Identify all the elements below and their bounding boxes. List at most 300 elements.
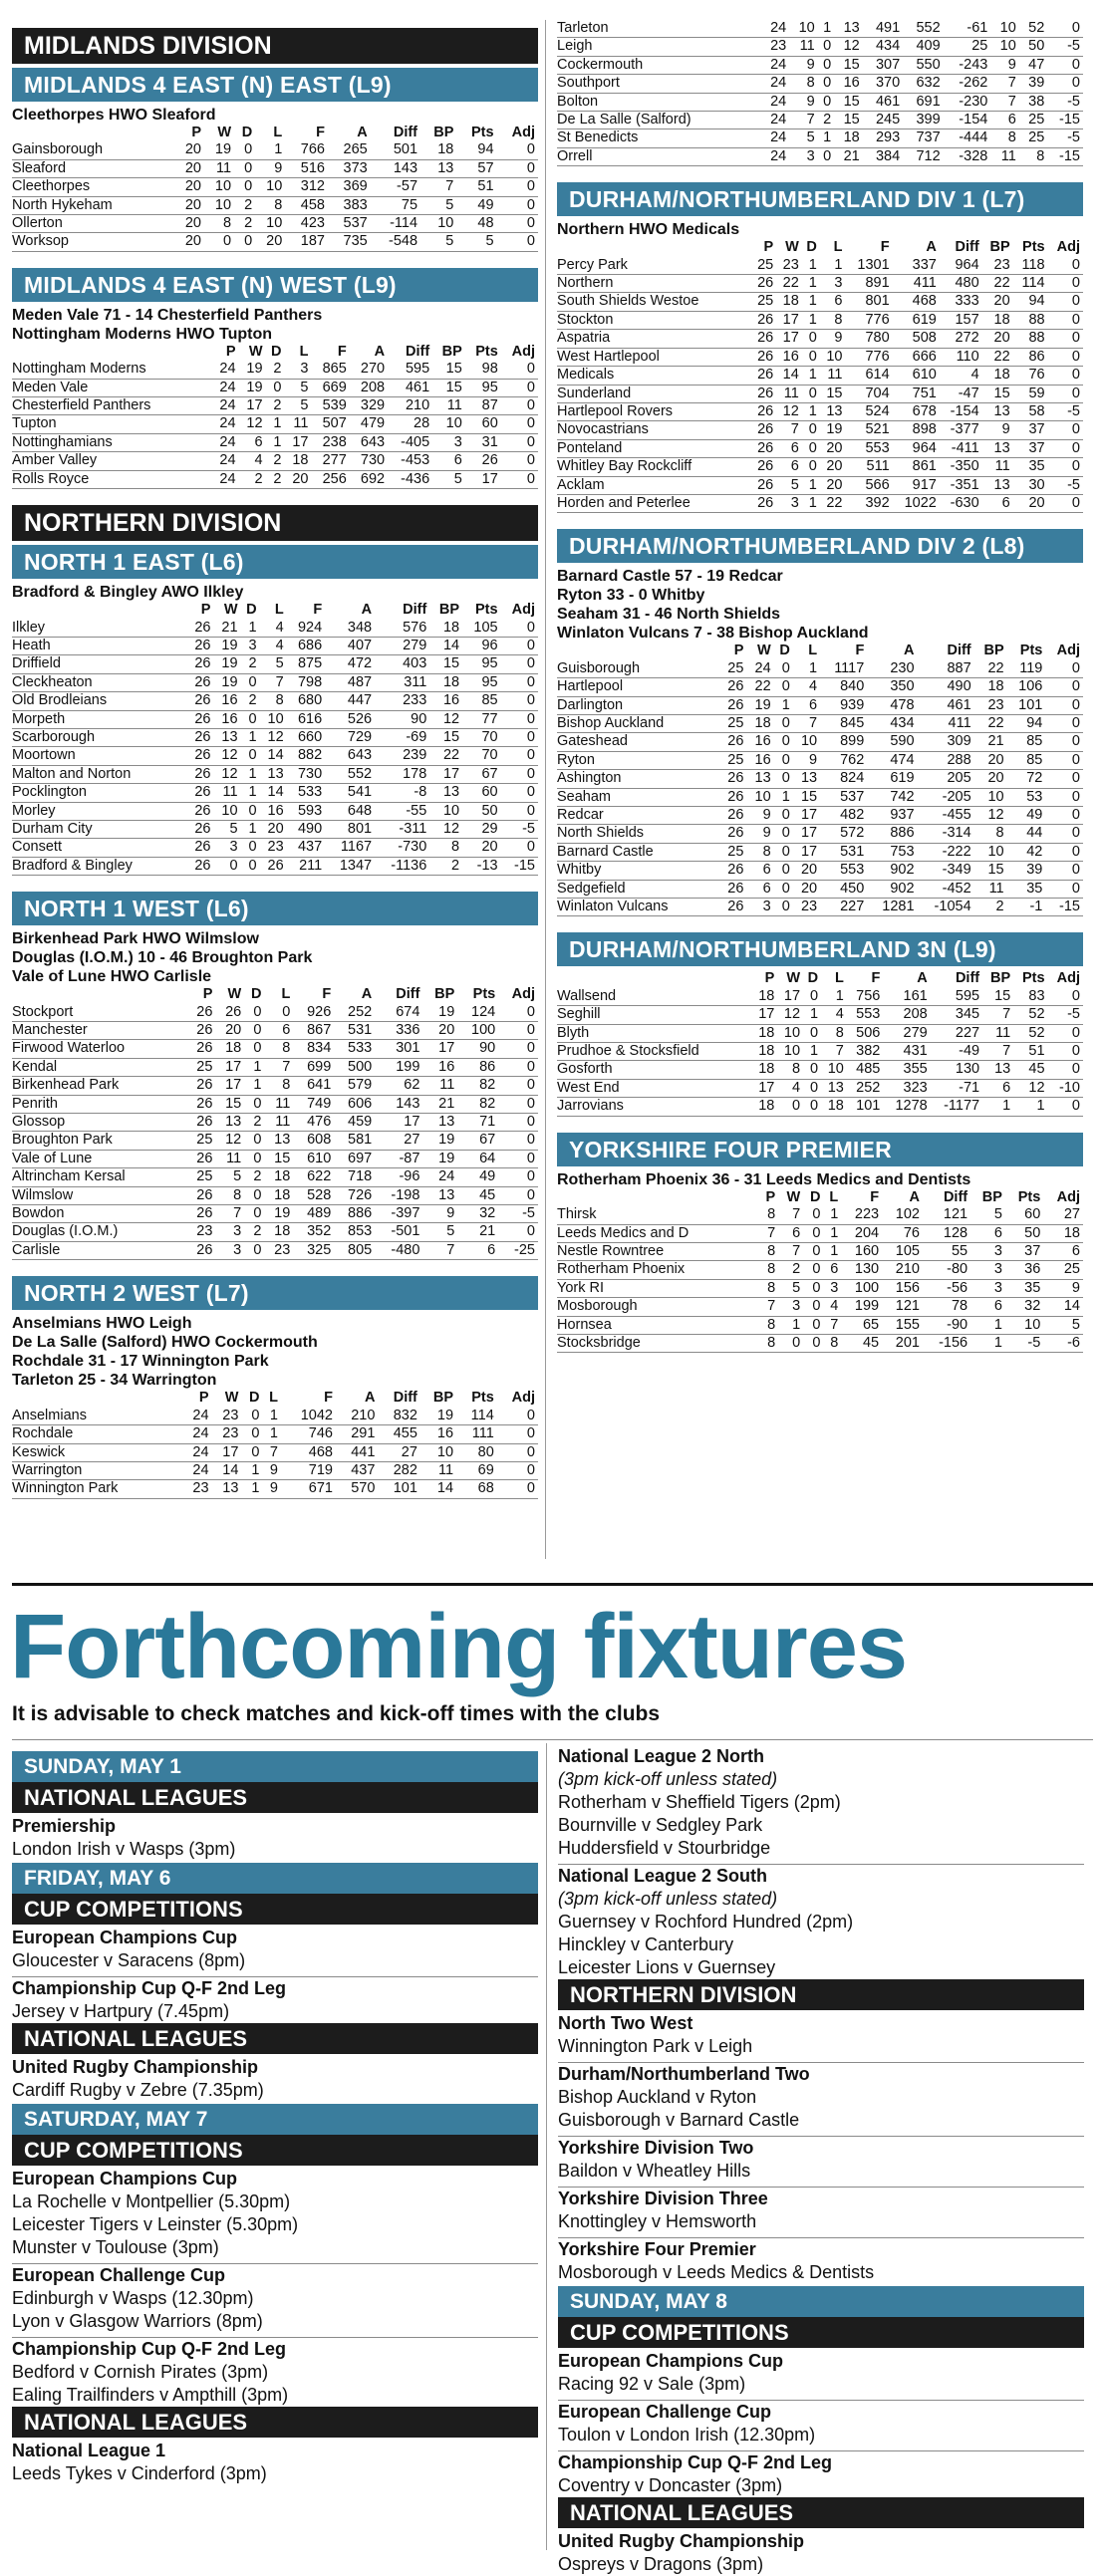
stat-cell: 12 <box>1013 1079 1047 1097</box>
stat-cell: 0 <box>774 807 793 825</box>
column-header: L <box>808 643 818 659</box>
stat-cell: 18 <box>429 673 462 691</box>
stat-cell: 1 <box>266 415 285 433</box>
stat-cell: 0 <box>1048 275 1083 293</box>
stat-cell: 85 <box>1007 751 1046 769</box>
stat-cell: 272 <box>940 330 982 348</box>
stat-cell: 25 <box>751 257 777 275</box>
stat-cell: 26 <box>719 788 746 806</box>
stat-cell: 0 <box>803 1316 823 1334</box>
table-row <box>12 233 538 251</box>
stat-cell: 19 <box>204 141 234 159</box>
stat-cell: 11 <box>982 458 1013 476</box>
stat-cell: 3 <box>970 1279 1005 1297</box>
team-name: York RI <box>557 1279 759 1297</box>
column-header: P <box>200 602 211 619</box>
stat-cell: 26 <box>186 673 213 691</box>
stat-cell: 0 <box>498 1223 538 1241</box>
stat-cell: 49 <box>456 196 496 214</box>
fixture-item: Leeds Tykes v Cinderford (3pm) <box>12 2463 267 2483</box>
stat-cell: 24 <box>182 1425 212 1443</box>
stat-cell: 18 <box>265 1186 294 1204</box>
team-name: Stockton <box>557 311 751 329</box>
stat-cell: 32 <box>1005 1298 1043 1316</box>
stat-cell: 6 <box>1043 1242 1083 1260</box>
league-block <box>557 20 1083 166</box>
stat-cell: 610 <box>293 1150 334 1167</box>
stat-cell: 30 <box>1013 476 1048 494</box>
table-row <box>12 1058 538 1076</box>
table-row <box>557 257 1083 275</box>
stat-cell: 26 <box>751 458 777 476</box>
stat-cell: 23 <box>761 38 789 56</box>
stat-cell: 16 <box>746 751 773 769</box>
stat-cell: 18 <box>982 311 1013 329</box>
stat-cell: 9 <box>990 56 1018 74</box>
table-row <box>12 1095 538 1113</box>
stat-cell: 10 <box>777 1024 803 1042</box>
stat-cell: 461 <box>918 696 974 714</box>
stat-cell: 2 <box>266 397 285 415</box>
stat-cell: 58 <box>1013 402 1048 420</box>
stat-cell: 24 <box>761 20 789 38</box>
stat-cell: 632 <box>903 75 943 93</box>
stat-cell: 2 <box>974 899 1007 916</box>
result-line: Meden Vale 71 - 14 Chesterfield Panthers <box>12 306 323 324</box>
column-header <box>557 970 752 987</box>
stat-cell: 595 <box>388 361 432 379</box>
column-header: D <box>241 125 253 140</box>
stat-cell: 26 <box>186 692 213 710</box>
stat-cell: 487 <box>325 673 375 691</box>
stat-cell: 88 <box>1013 311 1048 329</box>
column-header: Adj <box>1056 970 1080 987</box>
stat-cell: 0 <box>234 159 255 177</box>
stat-cell: 511 <box>845 458 892 476</box>
stat-cell: 3 <box>778 1298 803 1316</box>
stat-cell: 1 <box>802 257 820 275</box>
result-line: Seaham 31 - 46 North Shields <box>557 606 781 624</box>
stat-cell: 0 <box>501 765 538 783</box>
stat-cell: 6 <box>776 458 802 476</box>
stat-cell: 16 <box>422 1058 457 1076</box>
team-name: Tupton <box>12 415 212 433</box>
league-title: NORTH 2 WEST (L7) <box>12 1276 538 1310</box>
stat-cell: 0 <box>1048 367 1083 385</box>
stat-cell: 348 <box>325 620 375 638</box>
stat-cell: 0 <box>1045 807 1083 825</box>
stat-cell: 83 <box>1013 988 1047 1006</box>
table-header-row <box>557 239 1083 256</box>
stat-cell: 461 <box>863 93 903 111</box>
team-name: Wallsend <box>557 988 752 1006</box>
stat-cell: 11 <box>285 415 312 433</box>
stat-cell: 24 <box>422 1168 457 1186</box>
stat-cell: 20 <box>793 880 820 898</box>
league-title: MIDLANDS 4 EAST (N) WEST (L9) <box>12 268 538 302</box>
column-header: P <box>198 1390 209 1407</box>
stat-cell: 13 <box>265 1132 294 1150</box>
column-header: F <box>337 343 347 360</box>
column-header: A <box>909 1188 920 1205</box>
stat-cell: 7 <box>821 1043 847 1061</box>
team-name: Leigh <box>557 38 761 56</box>
stat-cell: 10 <box>990 20 1018 38</box>
stat-cell: 11 <box>204 159 234 177</box>
column-header: BP <box>438 602 460 619</box>
table-row <box>557 1316 1083 1334</box>
table-row <box>12 839 538 857</box>
table-row <box>557 880 1083 898</box>
stat-cell: 0 <box>1048 421 1083 439</box>
stat-cell: 59 <box>1013 385 1048 402</box>
stat-cell: -1 <box>1007 899 1046 916</box>
stat-cell: 0 <box>1045 862 1083 880</box>
stat-cell: 329 <box>350 397 388 415</box>
column-header: F <box>313 602 323 619</box>
stat-cell: 350 <box>867 678 917 696</box>
table-row <box>12 692 538 710</box>
stat-cell: 407 <box>325 637 375 654</box>
stat-cell: 832 <box>378 1408 419 1425</box>
stat-cell: 434 <box>863 38 903 56</box>
result-line: Vale of Lune HWO Carlisle <box>12 968 212 986</box>
stat-cell: 648 <box>325 802 375 820</box>
fixture-item: Toulon v London Irish (12.30pm) <box>558 2425 816 2445</box>
competition-name: European Champions Cup <box>12 1928 238 1947</box>
fixtures-advice: It is advisable to check matches and kick-off times with the clubs <box>12 1702 661 1725</box>
stat-cell: 36 <box>1005 1261 1043 1279</box>
stat-cell: 17 <box>776 311 802 329</box>
stat-cell: 5 <box>456 233 496 251</box>
stat-cell: 0 <box>774 825 793 843</box>
stat-cell: -55 <box>375 802 429 820</box>
stat-cell: 24 <box>182 1443 212 1461</box>
stat-cell: 15 <box>429 655 462 673</box>
stat-cell: 0 <box>1045 660 1083 678</box>
column-header: D <box>246 602 257 619</box>
stat-cell: 455 <box>378 1425 419 1443</box>
stat-cell: 18 <box>752 1024 778 1042</box>
stat-cell: -243 <box>944 56 991 74</box>
result-line: Bradford & Bingley AWO Ilkley <box>12 584 244 602</box>
stat-cell: 865 <box>311 361 349 379</box>
stat-cell: 20 <box>462 839 501 857</box>
column-header: P <box>191 125 201 140</box>
stat-cell: 2 <box>429 857 462 875</box>
table-row <box>12 415 538 433</box>
stat-cell: 5 <box>422 1223 457 1241</box>
stat-cell: 0 <box>1045 714 1083 732</box>
competition-name: National League 2 South <box>558 1864 1084 1888</box>
stat-cell: 0 <box>497 178 538 196</box>
stat-cell: 12 <box>777 1006 803 1024</box>
result-line: Ryton 33 - 0 Whitby <box>557 587 705 605</box>
team-name: Douglas (I.O.M.) <box>12 1223 187 1241</box>
stat-cell: 0 <box>1045 880 1083 898</box>
stat-cell: 12 <box>429 820 462 838</box>
stat-cell: 51 <box>456 178 496 196</box>
stat-cell: 0 <box>774 751 793 769</box>
team-name: Aspatria <box>557 330 751 348</box>
stat-cell: 0 <box>802 330 820 348</box>
column-header: L <box>273 125 283 140</box>
table-row <box>557 788 1083 806</box>
stat-cell: 2 <box>244 1223 264 1241</box>
stat-cell: 1 <box>802 476 820 494</box>
stat-cell: 8 <box>255 196 285 214</box>
team-name: Durham City <box>12 820 186 838</box>
table-row <box>12 620 538 638</box>
stat-cell: 0 <box>244 1205 264 1223</box>
stat-cell: 845 <box>820 714 867 732</box>
column-header <box>12 602 186 619</box>
team-name: Pocklington <box>12 784 186 802</box>
column-header: A <box>917 970 928 987</box>
stat-cell: 45 <box>457 1186 498 1204</box>
team-name: Gosforth <box>557 1061 752 1079</box>
fixtures-column-left <box>12 1749 538 2485</box>
stat-cell: 1 <box>262 1408 281 1425</box>
column-header: W <box>786 970 801 987</box>
stat-cell: 3 <box>285 361 312 379</box>
column-divider <box>545 20 546 1559</box>
stat-cell: 9 <box>262 1480 281 1498</box>
team-name: Blyth <box>557 1024 752 1042</box>
stat-cell: 26 <box>215 1004 244 1022</box>
stat-cell: 553 <box>820 862 867 880</box>
column-header: L <box>299 343 309 360</box>
fixture-item: Ealing Trailfinders v Ampthill (3pm) <box>12 2385 289 2405</box>
stat-cell: 5 <box>778 1279 803 1297</box>
league-title: YORKSHIRE FOUR PREMIER <box>557 1133 1083 1166</box>
stat-cell: 805 <box>334 1241 375 1259</box>
team-name: Penrith <box>12 1095 187 1113</box>
stat-cell: 6 <box>776 439 802 457</box>
team-name: Amber Valley <box>12 452 212 470</box>
stat-cell: 886 <box>334 1205 375 1223</box>
stat-cell: 737 <box>903 129 943 147</box>
table-row <box>12 1132 538 1150</box>
stat-cell: 369 <box>328 178 371 196</box>
table-header-row <box>557 643 1083 659</box>
table-row <box>557 1061 1083 1079</box>
column-header: BP <box>433 125 454 140</box>
stat-cell: 590 <box>867 733 917 751</box>
stat-cell: 0 <box>802 458 820 476</box>
stat-cell: 16 <box>776 348 802 366</box>
table-row <box>12 1150 538 1167</box>
stat-cell: 18 <box>1043 1224 1083 1242</box>
stat-cell: 21 <box>457 1223 498 1241</box>
stat-cell: 13 <box>821 1079 847 1097</box>
stat-cell: 19 <box>422 1150 457 1167</box>
stat-cell: 641 <box>293 1077 334 1095</box>
stat-cell: 86 <box>457 1058 498 1076</box>
stat-cell: 233 <box>375 692 429 710</box>
stat-cell: 27 <box>375 1132 422 1150</box>
column-header <box>557 643 719 659</box>
team-name: Hartlepool <box>557 678 719 696</box>
team-name: Rochdale <box>12 1425 182 1443</box>
fixture-item: Guernsey v Rochford Hundred (2pm) <box>558 1912 854 1932</box>
league-table <box>12 602 538 876</box>
stat-cell: -87 <box>375 1150 422 1167</box>
stat-cell: 301 <box>375 1040 422 1058</box>
stat-cell: 9 <box>1043 1279 1083 1297</box>
column-header: A <box>374 343 386 360</box>
stat-cell: 352 <box>293 1223 334 1241</box>
column-header: Adj <box>511 343 535 360</box>
team-name: Nottingham Moderns <box>12 361 212 379</box>
stat-cell: 1 <box>823 1206 841 1224</box>
stat-cell: 11 <box>982 1024 1013 1042</box>
fixture-item: Knottingley v Hemsworth <box>558 2211 757 2231</box>
team-name: Northern <box>557 275 751 293</box>
team-name: Sedgefield <box>557 880 719 898</box>
stat-cell: -5 <box>1048 1006 1083 1024</box>
stat-cell: 606 <box>334 1095 375 1113</box>
stat-cell: 0 <box>1045 770 1083 788</box>
stat-cell: 62 <box>375 1077 422 1095</box>
stat-cell: 309 <box>918 733 974 751</box>
stat-cell: 0 <box>498 1114 538 1132</box>
stat-cell: 26 <box>751 476 777 494</box>
stat-cell: 0 <box>803 1024 821 1042</box>
stat-cell: -452 <box>918 880 974 898</box>
stat-cell: 0 <box>244 1004 264 1022</box>
stat-cell: 32 <box>457 1205 498 1223</box>
team-name: Winlaton Vulcans <box>557 899 719 916</box>
stat-cell: 22 <box>974 714 1007 732</box>
league-title: MIDLANDS 4 EAST (N) EAST (L9) <box>12 68 538 102</box>
stat-cell: 18 <box>215 1040 244 1058</box>
stat-cell: -205 <box>918 788 974 806</box>
stat-cell: 0 <box>241 747 260 765</box>
stat-cell: 0 <box>802 348 820 366</box>
stat-cell: 2 <box>244 1114 264 1132</box>
stat-cell: 10 <box>820 348 846 366</box>
stat-cell: 801 <box>845 293 892 311</box>
fixtures-title: Forthcoming fixtures <box>10 1596 908 1697</box>
league-title: NORTH 1 WEST (L6) <box>12 892 538 925</box>
stat-cell: 14 <box>420 1480 456 1498</box>
stat-cell: 0 <box>498 1150 538 1167</box>
stat-cell: -1136 <box>375 857 429 875</box>
team-name: Acklam <box>557 476 751 494</box>
league-block <box>12 892 538 1260</box>
stat-cell: 20 <box>174 233 204 251</box>
stat-cell: 26 <box>187 1150 216 1167</box>
table-row <box>557 1298 1083 1316</box>
table-row <box>557 348 1083 366</box>
column-header: F <box>316 125 325 140</box>
stat-cell: 0 <box>501 415 538 433</box>
stat-cell: 26 <box>186 820 213 838</box>
stat-cell: 118 <box>1013 257 1048 275</box>
stat-cell: 15 <box>834 93 862 111</box>
stat-cell: 0 <box>501 433 538 451</box>
stat-cell: 256 <box>311 470 349 488</box>
stat-cell: 7 <box>265 1058 294 1076</box>
stat-cell: 5 <box>789 129 817 147</box>
stat-cell: 90 <box>375 710 429 728</box>
table-row <box>557 112 1083 129</box>
team-name: Sleaford <box>12 159 174 177</box>
column-header: A <box>357 125 368 140</box>
stat-cell: 1 <box>803 1006 821 1024</box>
stat-cell: 204 <box>841 1224 882 1242</box>
team-name: Prudhoe & Stocksfield <box>557 1043 752 1061</box>
stat-cell: 10 <box>213 802 240 820</box>
table-row <box>12 1022 538 1040</box>
stat-cell: -71 <box>931 1079 982 1097</box>
stat-cell: 26 <box>751 402 777 420</box>
stat-cell: 60 <box>465 415 501 433</box>
stat-cell: 16 <box>213 692 240 710</box>
stat-cell: 0 <box>501 839 538 857</box>
stat-cell: 780 <box>845 330 892 348</box>
stat-cell: 0 <box>244 1132 264 1150</box>
team-name: Ollerton <box>12 215 174 233</box>
stat-cell: 121 <box>882 1298 923 1316</box>
stat-cell: 130 <box>931 1061 982 1079</box>
stat-cell: 19 <box>265 1205 294 1223</box>
team-name: Ryton <box>557 751 719 769</box>
stat-cell: 964 <box>893 439 940 457</box>
stat-cell: 13 <box>746 770 773 788</box>
table-row <box>12 1004 538 1022</box>
result-line: Anselmians HWO Leigh <box>12 1315 192 1333</box>
stat-cell: 333 <box>940 293 982 311</box>
stat-cell: 26 <box>186 765 213 783</box>
stat-cell: 5 <box>776 476 802 494</box>
competition-name: North Two West <box>558 2013 693 2033</box>
stat-cell: 0 <box>777 1098 803 1116</box>
table-row <box>12 1443 538 1461</box>
stat-cell: 7 <box>759 1224 778 1242</box>
table-row <box>12 452 538 470</box>
stat-cell: 20 <box>260 820 287 838</box>
stat-cell: 18 <box>265 1223 294 1241</box>
column-header: BP <box>434 986 455 1003</box>
section-header: NORTHERN DIVISION <box>558 1979 1084 2010</box>
stat-cell: 6 <box>432 452 465 470</box>
stat-cell: 0 <box>241 673 260 691</box>
stat-cell: 199 <box>841 1298 882 1316</box>
stat-cell: 1042 <box>281 1408 336 1425</box>
stat-cell: 0 <box>241 1443 262 1461</box>
stat-cell: 1 <box>821 988 847 1006</box>
stat-cell: 7 <box>262 1443 281 1461</box>
stat-cell: 0 <box>818 56 834 74</box>
stat-cell: 756 <box>847 988 884 1006</box>
stat-cell: 15 <box>793 788 820 806</box>
stat-cell: 753 <box>867 843 917 861</box>
stat-cell: 1 <box>241 784 260 802</box>
stat-cell: 861 <box>893 458 940 476</box>
stat-cell: 742 <box>867 788 917 806</box>
stat-cell: 10 <box>821 1061 847 1079</box>
team-name: Mosborough <box>557 1298 759 1316</box>
stat-cell: 201 <box>882 1334 923 1352</box>
section-header: NATIONAL LEAGUES <box>12 2023 538 2054</box>
stat-cell: 35 <box>1013 458 1048 476</box>
stat-cell: 11 <box>432 397 465 415</box>
stat-cell: 0 <box>497 1425 538 1443</box>
stat-cell: 307 <box>863 56 903 74</box>
stat-cell: 24 <box>212 470 239 488</box>
